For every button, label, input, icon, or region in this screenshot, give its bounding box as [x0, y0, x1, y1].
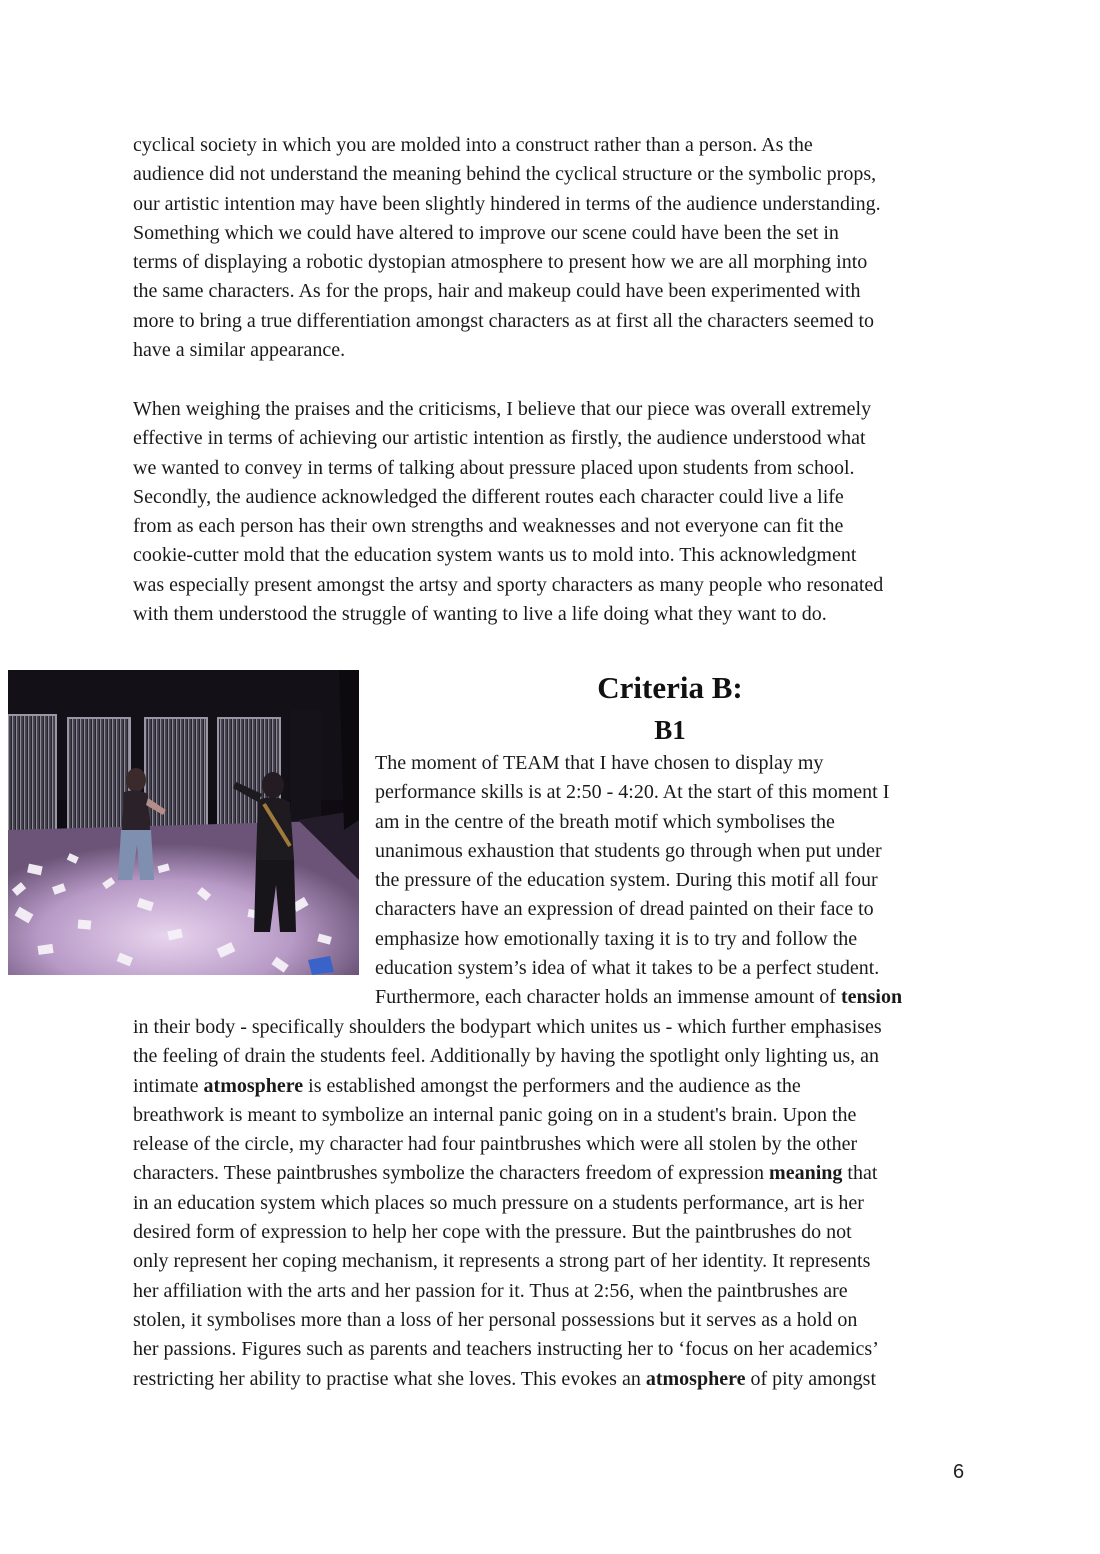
text-line	[133, 1159, 973, 1188]
text-run: characters. These paintbrushes symbolize the characters freedom of expression	[133, 1162, 770, 1185]
text-line: in an education system which places so much pressure on a students performance, art is her	[133, 1191, 864, 1214]
text-line: breathwork is meant to symbolize an internal panic going on in a student's brain. Upon the	[133, 1103, 857, 1126]
section-heading: Criteria B:	[597, 670, 743, 705]
text-line: Something which we could have altered to improve our scene could have been the set in	[133, 221, 839, 244]
paragraph-evaluation-continued	[133, 131, 973, 365]
text-line: The moment of TEAM that I have chosen to display my	[375, 752, 824, 774]
bold-term-tension: tension	[840, 986, 903, 1009]
text-line: our artistic intention may have been slightly hindered in terms of the audience understanding.	[133, 192, 881, 215]
text-line: the feeling of drain the students feel. Additionally by having the spotlight only lighting us, an	[133, 1045, 879, 1068]
text-line: terms of displaying a robotic dystopian atmosphere to present how we are all morphing into	[133, 251, 868, 274]
text-run: Furthermore, each character holds an immense amount of	[375, 986, 841, 1009]
performance-photo	[8, 670, 359, 975]
text-line: more to bring a true differentiation amongst characters as at first all the characters seemed to	[133, 309, 874, 332]
text-line: cyclical society in which you are molded into a construct rather than a person. As the	[133, 134, 813, 156]
text-line: only represent her coping mechanism, it represents a strong part of her identity. It represents	[133, 1250, 871, 1273]
text-line: stolen, it symbolises more than a loss of her personal possessions but it serves as a hold on	[133, 1308, 858, 1331]
text-line: characters have an expression of dread painted on their face to	[375, 898, 874, 921]
text-run: restricting her ability to practise what she loves. This evokes an	[133, 1367, 646, 1390]
text-line: desired form of expression to help her cope with the pressure. But the paintbrushes do not	[133, 1221, 852, 1244]
text-run: that	[842, 1162, 878, 1185]
text-line: the pressure of the education system. During this motif all four	[375, 869, 878, 892]
text-line: Secondly, the audience acknowledged the different routes each character could live a life	[133, 485, 844, 508]
text-line: we wanted to convey in terms of talking about pressure placed upon students from school.	[133, 456, 855, 479]
text-line	[133, 1365, 973, 1394]
bold-term-atmosphere: atmosphere	[203, 1074, 304, 1097]
text-line: her passions. Figures such as parents and teachers instructing her to ‘focus on her academics’	[133, 1338, 879, 1361]
text-run: is established amongst the performers and the audience as the	[303, 1074, 801, 1097]
text-line: education system’s idea of what it takes to be a perfect student.	[375, 957, 880, 980]
paragraph-analysis	[133, 1013, 973, 1394]
text-line: emphasize how emotionally taxing it is to try and follow the	[375, 927, 858, 950]
text-line: was especially present amongst the artsy and sporty characters as many people who resonated	[133, 573, 884, 596]
page-number: 6	[953, 1461, 965, 1483]
text-line: her affiliation with the arts and her passion for it. Thus at 2:56, when the paintbrushes are	[133, 1279, 848, 1302]
paragraph-performance-moment	[375, 749, 975, 1013]
text-line: in their body - specifically shoulders the bodypart which unites us - which further emphasises	[133, 1016, 882, 1038]
text-line: cookie-cutter mold that the education system wants us to mold into. This acknowledgment	[133, 544, 857, 567]
text-line: the same characters. As for the props, hair and makeup could have been experimented with	[133, 280, 861, 303]
text-line: have a similar appearance.	[133, 339, 346, 362]
text-line	[375, 983, 975, 1012]
text-line: am in the centre of the breath motif which symbolises the	[375, 810, 835, 833]
text-run: intimate	[133, 1074, 204, 1097]
paragraph-conclusion	[133, 395, 973, 629]
text-line: from as each person has their own strengths and weaknesses and not everyone can fit the	[133, 515, 844, 538]
text-line: performance skills is at 2:50 - 4:20. At the start of this moment I	[375, 781, 890, 804]
text-run: of pity amongst	[745, 1367, 877, 1390]
section-subheading: B1	[654, 715, 686, 745]
text-line: unanimous exhaustion that students go through when put under	[375, 839, 882, 862]
text-line: effective in terms of achieving our artistic intention as firstly, the audience understood what	[133, 427, 866, 450]
text-line: with them understood the struggle of wanting to live a life doing what they want to do.	[133, 603, 827, 626]
text-line: release of the circle, my character had four paintbrushes which were all stolen by the other	[133, 1133, 858, 1156]
text-line: When weighing the praises and the criticisms, I believe that our piece was overall extremely	[133, 398, 872, 420]
bold-term-atmosphere: atmosphere	[645, 1367, 746, 1390]
text-line: audience did not understand the meaning behind the cyclical structure or the symbolic props,	[133, 163, 877, 186]
text-line	[133, 1072, 973, 1101]
bold-term-meaning: meaning	[769, 1162, 843, 1185]
